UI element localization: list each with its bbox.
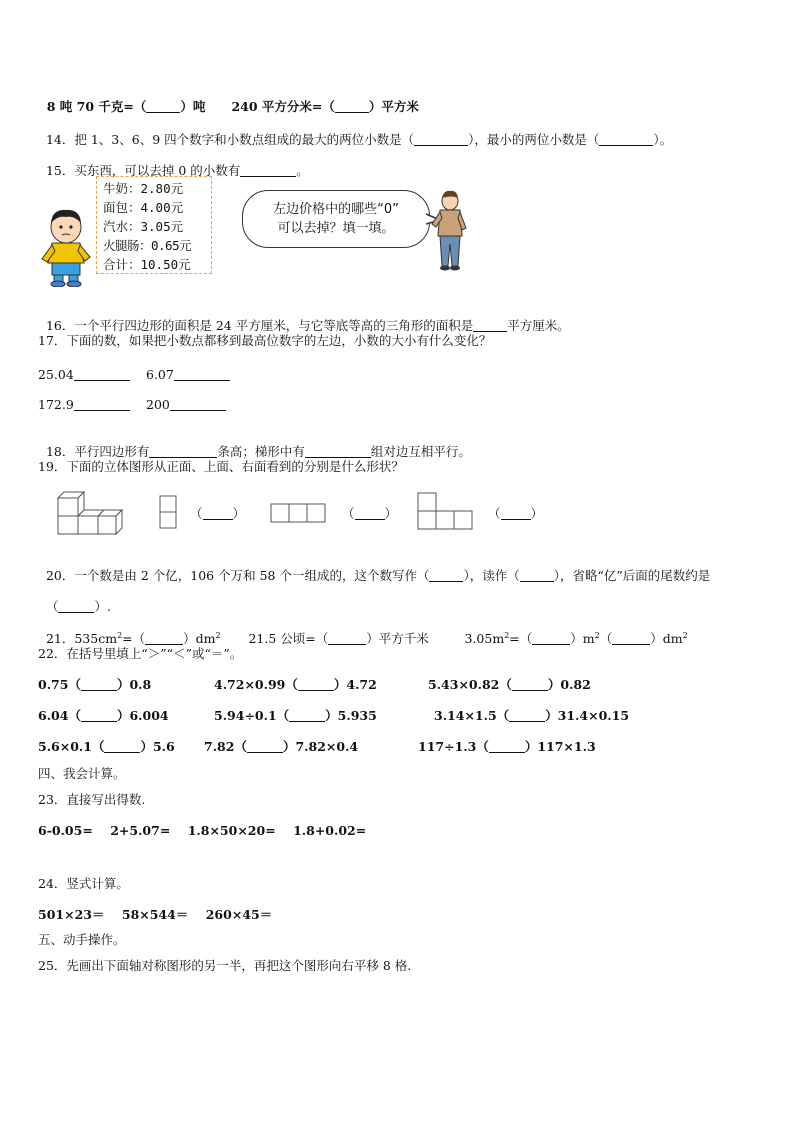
q19-answer-1: [190, 506, 245, 522]
q23-text: 23．直接写出得数.: [38, 792, 146, 807]
cmp-blank[interactable]: [509, 709, 545, 722]
cmp-left: 6.04（: [38, 708, 81, 723]
q19-blank[interactable]: [355, 507, 385, 520]
cmp-r3c2: [204, 739, 358, 755]
q16-line: [38, 302, 570, 334]
q20-pre: 20．一个数是由 2 个亿，106 个万和 58 个一组成的，这个数写作（: [45, 568, 430, 583]
q21-a3: ）dm: [183, 631, 216, 646]
q20-end: ）.: [94, 599, 111, 614]
price-item: 面包：4.00元: [103, 200, 184, 215]
q21-b2: ）平方千米: [366, 631, 429, 646]
q24-text: 24．竖式计算。: [38, 876, 129, 891]
q18-mid: 条高；梯形中有: [217, 444, 305, 459]
q20-blank3[interactable]: [58, 600, 94, 613]
q17-blank[interactable]: [74, 398, 130, 411]
3d-cube-figure: [54, 490, 124, 536]
cmp-r1c1: [38, 677, 151, 693]
q21-c2: =（: [509, 631, 533, 646]
q21-blank2[interactable]: [328, 632, 366, 645]
cmp-r1c2: [214, 677, 377, 693]
q18-pre: 18．平行四边形有: [45, 444, 150, 459]
q14-line: [38, 116, 672, 148]
q17-number: 6.07: [146, 367, 174, 382]
q14-pre: 14．把 1、3、6、9 四个数字和小数点组成的最大的两位小数是（: [45, 132, 415, 147]
q24-items: 501×23＝ 58×544＝ 260×45＝: [38, 907, 273, 922]
sup-2: 2: [215, 630, 221, 640]
paren: ）: [232, 506, 246, 521]
q17-item-2: [146, 367, 230, 383]
q17-number: 172.9: [38, 397, 74, 412]
q23-items: 6-0.05= 2+5.07= 1.8×50×20= 1.8+0.02=: [38, 823, 367, 838]
q16-post: 平方厘米。: [507, 318, 570, 333]
view-shape-3: [416, 490, 476, 532]
cmp-left: 3.14×1.5（: [434, 708, 510, 723]
price-item: 合计：10.50元: [103, 257, 191, 272]
sup-2: 2: [682, 630, 688, 640]
cmp-r2c3: [434, 708, 629, 724]
q18-line: [38, 428, 471, 460]
sup-2: 2: [594, 630, 600, 640]
cmp-left: 117÷1.3（: [418, 739, 489, 754]
q17-number: 200: [146, 397, 170, 412]
q15-text: 15．买东西，可以去掉 0 的小数有: [45, 163, 241, 178]
cmp-left: 5.43×0.82（: [428, 677, 512, 692]
cmp-right: ）4.72: [333, 677, 377, 692]
q21-c5: ）dm: [650, 631, 683, 646]
cmp-blank[interactable]: [512, 678, 548, 691]
q14-mid: ），最小的两位小数是（: [468, 132, 600, 147]
paren: （: [488, 506, 501, 521]
q16-pre: 16．一个平行四边形的面积是 24 平方厘米，与它等底等高的三角形的面积是: [45, 318, 474, 333]
q15-blank[interactable]: [240, 164, 296, 177]
q17-blank[interactable]: [74, 368, 130, 381]
q17-text: 17．下面的数，如果把小数点都移到最高位数字的左边，小数的大小有什么变化？: [38, 333, 492, 348]
q16-blank[interactable]: [473, 319, 507, 332]
q18-blank2[interactable]: [305, 445, 371, 458]
price-item: 汽水：3.05元: [103, 219, 184, 234]
q25-text: 25．先画出下面轴对称图形的另一半，再把这个图形向右平移 8 格.: [38, 958, 412, 973]
cmp-blank[interactable]: [81, 678, 117, 691]
q19-answer-2: [342, 506, 397, 522]
boy-illustration: [38, 205, 96, 287]
q17-item-3: [38, 397, 130, 413]
paren: （: [45, 599, 59, 614]
q21-c: 3.05m: [464, 631, 505, 646]
q20-line2: [38, 583, 111, 615]
q20-line1: [38, 552, 710, 584]
cmp-blank[interactable]: [104, 740, 140, 753]
cmp-right: ）7.82×0.4: [282, 739, 359, 754]
cmp-blank[interactable]: [81, 709, 117, 722]
q17-item-4: [146, 397, 226, 413]
q13-part2: 240 平方分米=（: [231, 99, 335, 114]
q21-a2: =（: [122, 631, 146, 646]
q17-item-1: [38, 367, 130, 383]
q18-blank1[interactable]: [149, 445, 217, 458]
q14-post: ）。: [653, 132, 673, 147]
cmp-blank[interactable]: [298, 678, 334, 691]
cmp-left: 5.6×0.1（: [38, 739, 105, 754]
man-illustration: [430, 190, 470, 272]
bubble-line: 左边价格中的哪些“0”: [273, 202, 399, 217]
cmp-r1c3: [428, 677, 591, 693]
q13-part2b: ）平方米: [368, 99, 419, 114]
q20-blank1[interactable]: [429, 569, 463, 582]
cmp-r2c2: [214, 708, 377, 724]
q17-number: 25.04: [38, 367, 74, 382]
view-shape-1: [158, 494, 180, 532]
cmp-right: ）5.6: [140, 739, 175, 754]
view-shape-2: [270, 502, 328, 524]
q15-line: [38, 147, 309, 179]
cmp-r3c3: [418, 739, 596, 755]
q19-text: 19．下面的立体图形从正面、上面、右面看到的分别是什么形状？: [38, 459, 404, 474]
cmp-right: ）0.82: [547, 677, 591, 692]
bubble-line: 可以去掉？填一填。: [277, 221, 395, 236]
cmp-right: ）0.8: [116, 677, 152, 692]
cmp-r2c1: [38, 708, 169, 724]
q20-mid1: ），读作（: [463, 568, 520, 583]
q13-part1b: ）吨: [180, 99, 206, 114]
q14-blank2[interactable]: [599, 133, 653, 146]
cmp-right: ）6.004: [116, 708, 169, 723]
cmp-left: 0.75（: [38, 677, 81, 692]
q19-answer-3: [488, 506, 543, 522]
q21-a: 21．535cm: [45, 631, 118, 646]
q17-blank[interactable]: [174, 368, 230, 381]
q21-blank3[interactable]: [532, 632, 570, 645]
section-4-title: 四、我会计算。: [38, 766, 126, 781]
cmp-right: ）5.935: [325, 708, 377, 723]
price-item: 火腿肠：0.65元: [103, 238, 192, 253]
cmp-right: ）31.4×0.15: [545, 708, 630, 723]
q21-line: [38, 615, 688, 647]
sup-2: 2: [504, 630, 510, 640]
q21-b: 21.5 公顷=（: [248, 631, 329, 646]
section-5-title: 五、动手操作。: [38, 932, 126, 947]
q13-blank2[interactable]: [335, 100, 369, 113]
cmp-right: ）117×1.3: [524, 739, 596, 754]
q18-post: 组对边互相平行。: [370, 444, 471, 459]
cmp-r3c1: [38, 739, 175, 755]
sup-2: 2: [117, 630, 123, 640]
q20-blank2[interactable]: [520, 569, 554, 582]
price-item: 牛奶：2.80元: [103, 181, 184, 196]
paren: ）: [384, 506, 398, 521]
q21-blank1[interactable]: [145, 632, 183, 645]
cmp-blank[interactable]: [489, 740, 525, 753]
q21-c4: （: [599, 631, 613, 646]
q22-text: 22．在括号里填上“＞”“＜”或“＝”。: [38, 646, 243, 661]
q13-blank1[interactable]: [146, 100, 180, 113]
paren: （: [190, 506, 203, 521]
cmp-left: 5.94÷0.1（: [214, 708, 290, 723]
q13-part1: 8 吨 70 千克=（: [46, 99, 147, 114]
paren: （: [342, 506, 355, 521]
q14-blank1[interactable]: [414, 133, 468, 146]
price-list-box: [96, 176, 212, 274]
paren: ）: [530, 506, 544, 521]
q17-blank[interactable]: [170, 398, 226, 411]
speech-bubble: [242, 190, 430, 248]
q21-blank4[interactable]: [612, 632, 650, 645]
q20-mid2: ），省略“亿”后面的尾数约是: [553, 568, 711, 583]
q13-line: [38, 83, 419, 115]
q19-blank[interactable]: [501, 507, 531, 520]
q19-blank[interactable]: [203, 507, 233, 520]
q21-c3: ）m: [570, 631, 595, 646]
cmp-blank[interactable]: [247, 740, 283, 753]
cmp-left: 4.72×0.99（: [214, 677, 298, 692]
cmp-blank[interactable]: [289, 709, 325, 722]
cmp-left: 7.82（: [204, 739, 247, 754]
q15-post: 。: [296, 163, 309, 178]
